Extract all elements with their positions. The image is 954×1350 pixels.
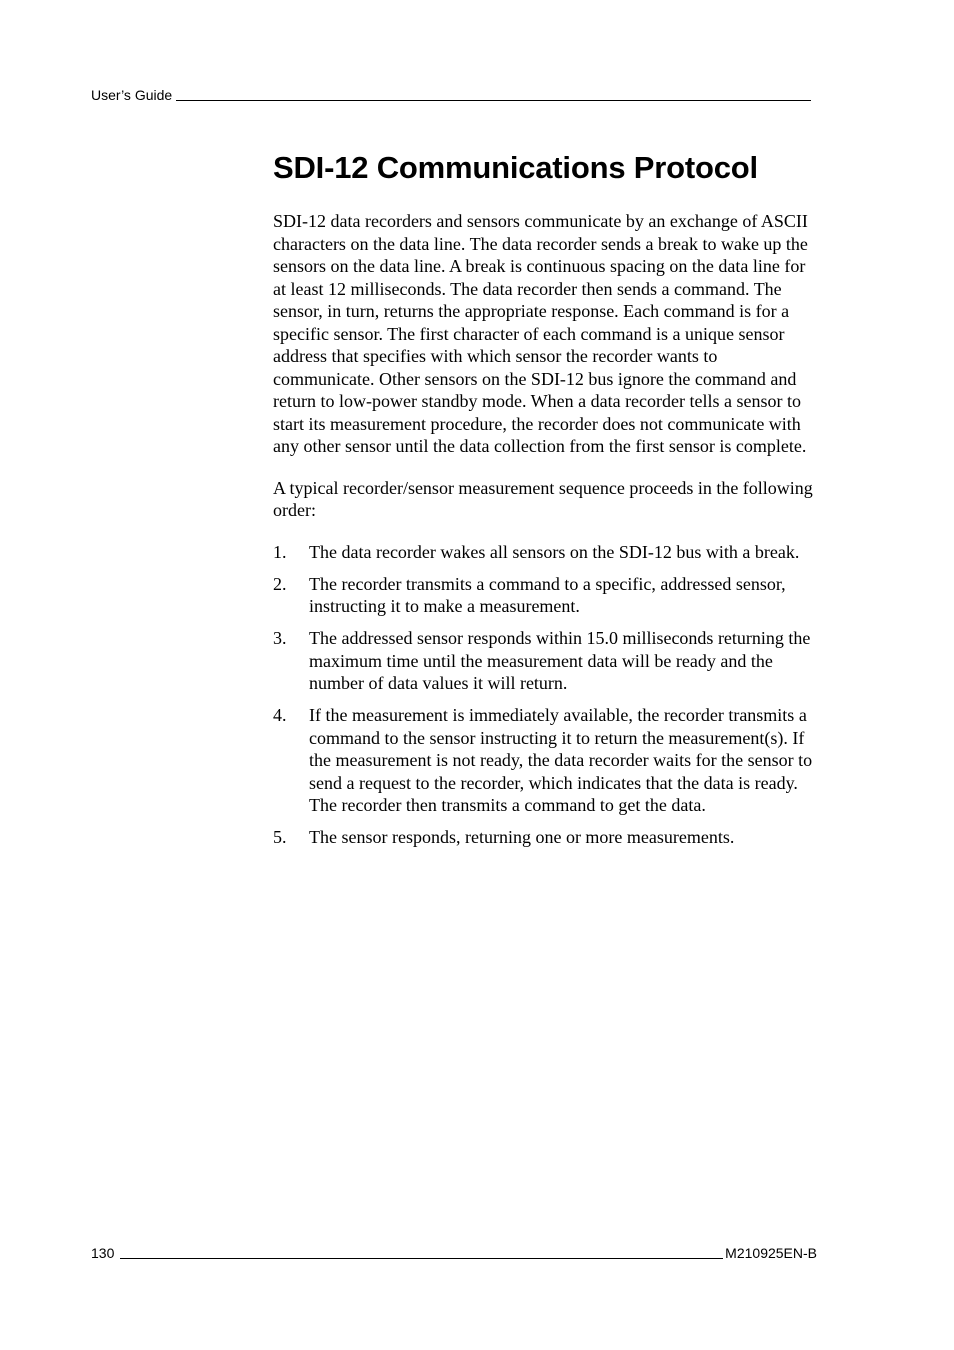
header-rule [176, 100, 811, 101]
list-item-text: The sensor responds, returning one or more measurements. [309, 827, 735, 847]
list-item-number: 3. [273, 628, 287, 648]
sequence-intro-paragraph: A typical recorder/sensor measurement sequence proceeds in the following order: [273, 477, 813, 520]
page-footer [91, 1244, 817, 1262]
list-item-text: The recorder transmits a command to a specific, addressed sensor, instructing it to make a measurement. [309, 573, 786, 616]
list-item [273, 541, 818, 564]
list-item [273, 627, 818, 695]
list-item-text: The addressed sensor responds within 15.0 milliseconds returning the maximum time until the measurement data will be ready and the number of data values it will return. [309, 628, 811, 693]
page-header [91, 86, 811, 104]
header-title: User’s Guide [91, 87, 173, 103]
footer-rule [120, 1258, 723, 1259]
page-title: SDI-12 Communications Protocol [273, 150, 758, 185]
page-number: 130 [91, 1245, 115, 1261]
list-item-number: 2. [273, 573, 287, 594]
list-item-text: If the measurement is immediately available, the recorder transmits a command to the sensor instructing it to return the measurement(s). If the measurement is not ready, the data recorder waits for the sensor to send a request to the recorder, which indicates that the data is ready. The recorder then transmits a command to get the data. [309, 705, 813, 815]
main-content [273, 146, 818, 858]
list-item-number: 5. [273, 827, 287, 847]
list-item [273, 704, 818, 817]
intro-paragraph: SDI-12 data recorders and sensors communicate by an exchange of ASCII characters on the data line. The data recorder sends a break to wake up the sensors on the data line. A break is continuous spacing on the data line for at least 12 milliseconds. The data recorder then sends a command. The sensor, in turn, returns the appropriate response. Each command is for a specific sensor. The first character of each command is a unique sensor address that specifies with which sensor the recorder wants to communicate. Other sensors on the SDI-12 bus ignore the command and return to low-power standby mode. When a data recorder tells a sensor to start its measurement procedure, the recorder does not communicate with any other sensor until the data collection from the first sensor is complete. [273, 211, 808, 456]
list-item-text: The data recorder wakes all sensors on the SDI-12 bus with a break. [309, 541, 800, 562]
list-item [273, 826, 818, 849]
list-item-number: 1. [273, 541, 287, 562]
list-item [273, 573, 818, 618]
document-code: M210925EN-B [725, 1245, 817, 1261]
measurement-sequence-list [273, 541, 818, 849]
list-item-number: 4. [273, 705, 287, 725]
